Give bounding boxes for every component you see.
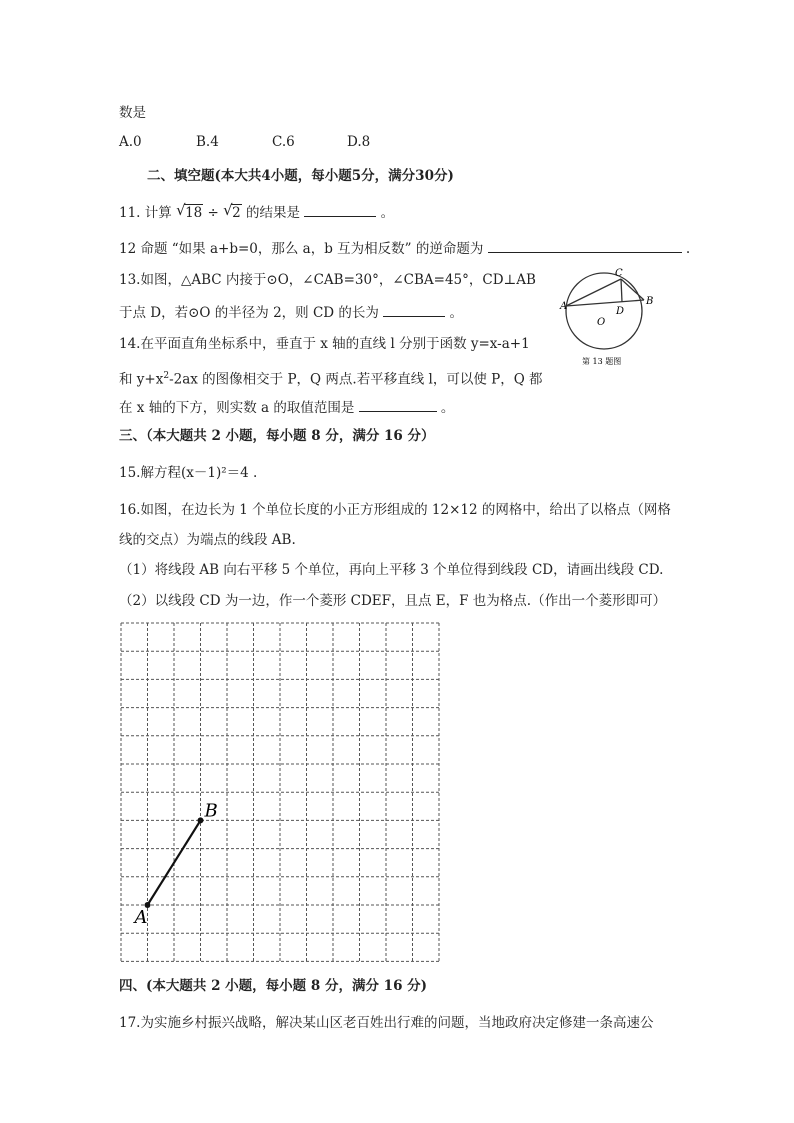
- sqrt-18: √ 18: [176, 201, 203, 221]
- q16-line1: 16.如图，在边长为 1 个单位长度的小正方形组成的 12×12 的网格中，给出了以格点（网格: [119, 502, 671, 518]
- section4-heading: 四、(本大题共 2 小题，每小题 8 分，满分 16 分): [119, 978, 428, 994]
- figure-caption: 第 13 题图: [582, 357, 622, 366]
- label-point-a: A: [134, 907, 148, 928]
- q14-line1: 14.在平面直角坐标系中，垂直于 x 轴的直线 l 分别于函数 y=x-a+1: [119, 336, 530, 352]
- q12-text: 12 命题 “如果 a+b=0，那么 a，b 互为相反数” 的逆命题为: [119, 241, 484, 257]
- q11-prefix: 11. 计算: [119, 205, 172, 221]
- q13-line2: 于点 D，若⊙O 的半径为 2，则 CD 的长为 。: [119, 302, 463, 323]
- q16-part2: （2）以线段 CD 为一边，作一个菱形 CDEF，且点 E，F 也为格点.（作出一个菱形即可）: [119, 593, 667, 609]
- grid-lines: [121, 623, 439, 961]
- section2-heading: 二、填空题(本大共4小题，每小题5分，满分30分): [147, 168, 454, 184]
- answer-blank-11[interactable]: [304, 202, 376, 217]
- question-11: 11. 计算 √ 18 ÷ √ 2 的结果是 。: [119, 201, 395, 221]
- chord-cb: [621, 279, 644, 300]
- equation: (x－1)²＝4 .: [180, 465, 258, 481]
- section3-heading: 三、（本大题共 2 小题，每小题 8 分，满分 16 分）: [119, 428, 435, 444]
- circle-o: [566, 273, 642, 349]
- q14-line2: 和 $y+x^2-2ax$ 的图像相交于 P，Q 两点.若平移直线 l，可以使 P，Q 都: [119, 371, 543, 388]
- q14-line3: 在 x 轴的下方，则实数 a 的取值范围是 。: [119, 397, 454, 418]
- circle-figure: [552, 262, 662, 370]
- option-a: A.0: [119, 134, 142, 150]
- label-o: O: [597, 317, 606, 328]
- sqrt-2: √ 2: [223, 201, 241, 221]
- q13-line1: 13.如图，△ABC 内接于⊙O，∠CAB=30°，∠CBA=45°，CD⊥AB: [119, 272, 536, 288]
- label-point-b: B: [204, 800, 218, 822]
- q11-operator: ÷: [207, 205, 219, 221]
- label-a: A: [560, 301, 568, 312]
- q11-suffix: 的结果是: [246, 205, 301, 221]
- question-12: 12 命题 “如果 a+b=0，那么 a，b 互为相反数” 的逆命题为 .: [119, 238, 690, 259]
- question-15: 15.解方程(x－1)²＝4 .: [119, 465, 258, 481]
- option-c: C.6: [272, 134, 295, 150]
- altitude-cd: [621, 279, 622, 302]
- option-b: B.4: [196, 134, 219, 150]
- label-c: C: [615, 268, 623, 279]
- q16-part1: （1）将线段 AB 向右平移 5 个单位，再向上平移 3 个单位得到线段 CD，请画出线段 CD.: [119, 562, 664, 578]
- label-d: D: [616, 306, 625, 317]
- answer-blank-14[interactable]: [359, 397, 437, 412]
- question-17: 17.为实施乡村振兴战略，解决某山区老百姓出行难的问题，当地政府决定修建一条高速公: [119, 1015, 654, 1031]
- label-b: B: [646, 296, 654, 307]
- answer-blank-13[interactable]: [383, 302, 445, 317]
- q16-line2: 线的交点）为端点的线段 AB.: [119, 532, 296, 548]
- prev-question-tail: 数是: [119, 105, 146, 121]
- answer-blank-12[interactable]: [488, 238, 682, 253]
- point-b[interactable]: [198, 817, 204, 823]
- grid-figure: [119, 620, 441, 965]
- option-d: D.8: [347, 134, 371, 150]
